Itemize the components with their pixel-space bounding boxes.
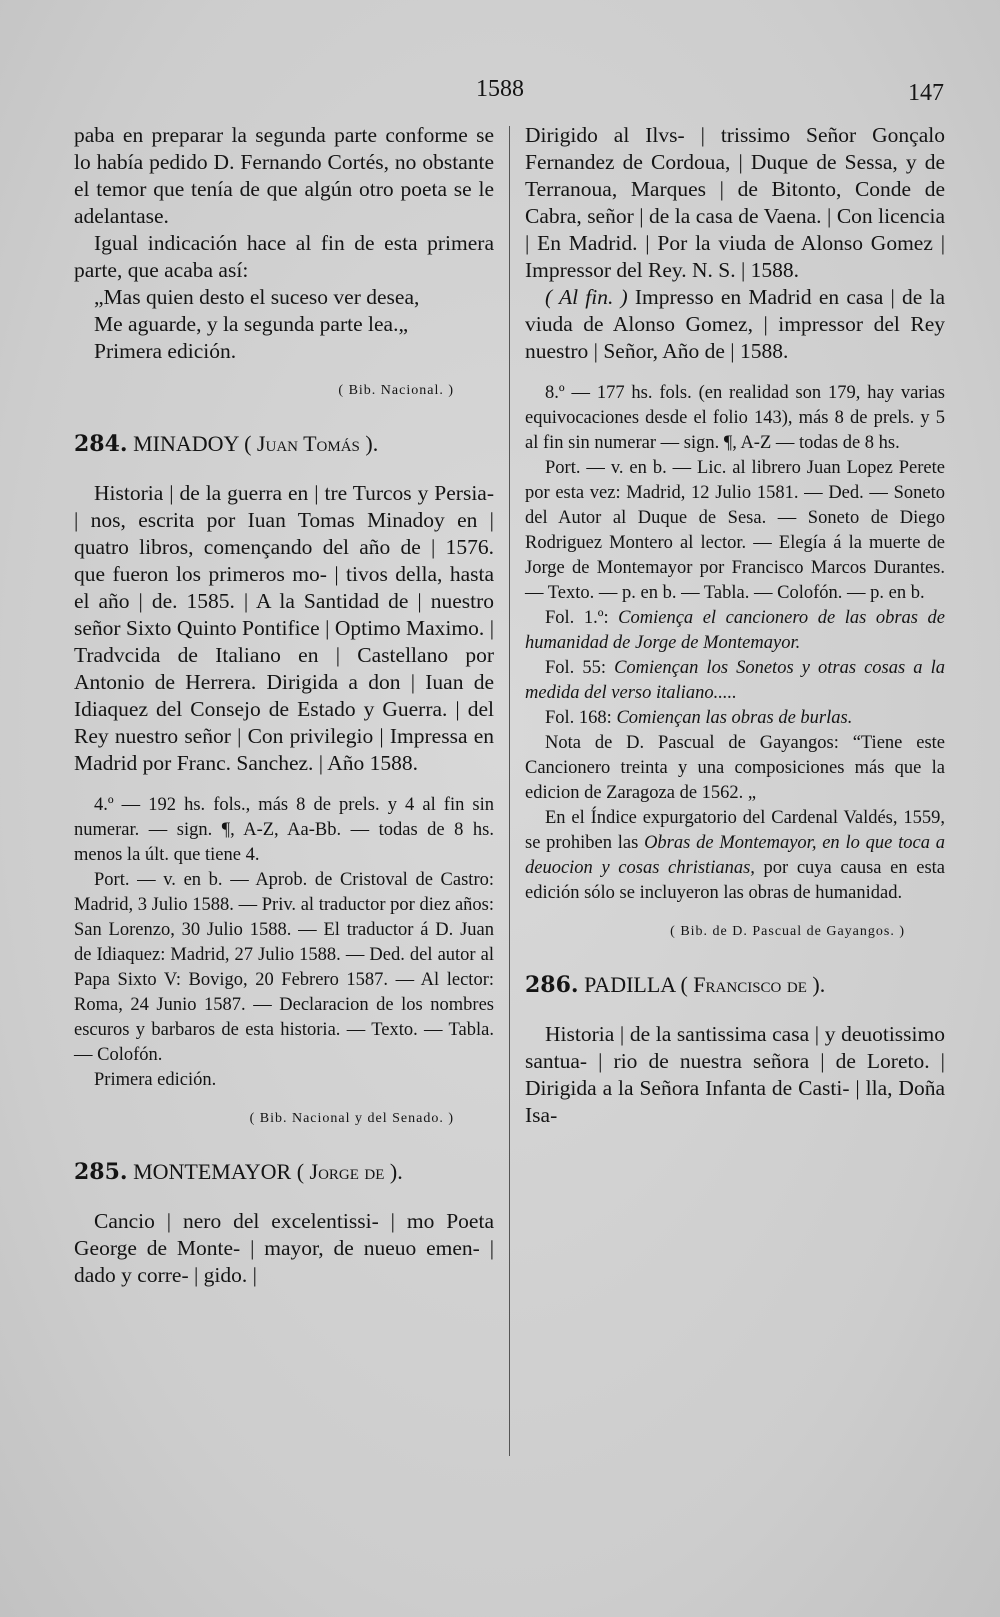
entry-284-heading [74,430,494,458]
entry-number: 286. [525,972,579,998]
column-divider [509,126,510,1456]
edition-note: Primera edición. [94,339,237,363]
entry-number: 285. [74,1159,128,1185]
fol-label: Fol. 1.º: [545,608,619,628]
entry-284-title: Historia | de la guerra en | tre Turcos y Persia- | nos, escrita por Iuan Tomas Minadoy en | quatro libros, començando del año de | 1576. que fueron los primeros mo- | tivos della, hasta el año | de. 1585. | A la Santidad de | nuestro señor Sixto Quinto Pontifice | Optimo Maximo. | Tradvcida de Italiano en | Castellano por Antonio de Herrera. Dirigida a don | Iuan de Idiaquez del Consejo de Estado y Guerra. | del Rey nuestro señor | Con privilegio | Impressa en Madrid por Franc. Sanchez. | Año 1588. [74,481,494,775]
entry-author: MONTEMAYOR [133,1159,292,1184]
intro-paragraph-1: paba en preparar la segunda parte conforme se lo había pedido D. Fernando Cortés, no obstante el temor que tenía de que algún otro poeta se le adelantase. [74,123,494,228]
entry-285-colophon [525,284,945,365]
entry-285-format: 8.º — 177 hs. fols. (en realidad son 179, hay varias equivocaciones desde el folio 143), más 8 de prels. y 5 al fin sin numerar — sign. ¶, A-Z — todas de 8 hs. [525,383,945,453]
entry-author-name: ( Juan Tomás ). [244,431,379,456]
colophon-label: ( Al fin. ) [545,285,628,309]
indice-text-b: Obras de Montemayor, en lo que toca a deuocion y cosas christianas, [525,833,945,878]
fol-text: Comiençan las obras de burlas. [616,708,853,728]
entry-284-source: ( Bib. Nacional y del Senado. ) [249,1111,454,1126]
fol-label: Fol. 55: [545,658,615,678]
entry-author: PADILLA [584,972,675,997]
entry-286-title: Historia | de la santissima casa | y deuotissimo santua- | rio de nuestra señora | de Loreto. | Dirigida a la Señora Infanta de Casti- | lla, Doña Isa- [525,1022,945,1127]
indice-note [525,806,945,906]
verse-line-1: „Mas quien desto el suceso ver desea, [94,285,420,309]
entry-284-format: 4.º — 192 hs. fols., más 8 de prels. y 4 al fin sin numerar. — sign. ¶, A-Z, Aa-Bb. — todas de 8 hs. menos la últ. que tiene 4. [74,795,494,865]
entry-285-title-continued: Dirigido al Ilvs- | trissimo Señor Gonçalo Fernandez de Cordoua, | Duque de Sessa, y de Terranoua, Marques | de Bitonto, Conde de Cabra, señor | de la casa de Vaena. | Con licencia | En Madrid. | Por la viuda de Alonso Gomez | Impressor del Rey. N. S. | 1588. [525,123,945,282]
entry-number: 284. [74,431,128,457]
entry-286-heading [525,971,945,999]
entry-author-name: ( Francisco de ). [680,972,826,997]
indice-text-a: En el Índice expurgatorio del Cardenal Valdés, 1559, se prohiben las [525,808,945,853]
colophon-text: Impresso en Madrid en casa | de la viuda de Alonso Gomez, | impressor del Rey nuestro | Señor, Año de | 1588. [525,285,946,363]
entry-284-contents: Port. — v. en b. — Aprob. de Cristoval de Castro: Madrid, 3 Julio 1588. — Priv. al traductor por diez años: San Lorenzo, 30 Julio 1588. — El traductor á D. Juan de Idiaquez: Madrid, 27 Julio 1588. — Ded. del autor al Papa Sixto V: Bovigo, 20 Febrero 1587. — Al lector: Roma, 24 Junio 1587. — Declaracion de los nombres escuros y barbaros de esta historia. — Texto. — Tabla. — Colofón. [74,870,494,1065]
verse-line-2: Me aguarde, y la segunda parte lea.„ [94,312,408,336]
entry-285-fol55 [525,656,945,706]
intro-paragraph-2: Igual indicación hace al fin de esta primera parte, que acaba así: [74,231,494,282]
indice-text-c: por cuya causa en esta edición sólo se incluyeron las obras de humanidad. [525,858,945,903]
entry-285-source: ( Bib. de D. Pascual de Gayangos. ) [670,924,905,939]
right-column [525,122,945,1129]
fol-label: Fol. 168: [545,708,617,728]
entry-285-fol1 [525,606,945,656]
entry-285-contents: Port. — v. en b. — Lic. al librero Juan Lopez Perete por esta vez: Madrid, 12 Julio 1581. — Ded. — Soneto del Autor al Duque de Sesa. — Soneto de Diego Rodriguez Montero al lector. — Elegía á la muerte de Jorge de Montemayor por Francisco Marcos Durantes. — Texto. — p. en b. — Tabla. — Colofón. — p. en b. [525,458,945,603]
fol-text: Comiença el cancionero de las obras de humanidad de Jorge de Montemayor. [525,608,945,653]
gayangos-note: Nota de D. Pascual de Gayangos: “Tiene este Cancionero treinta y una composiciones más que la edicion de Zaragoza de 1562. „ [525,733,945,803]
entry-284-edition: Primera edición. [94,1070,217,1090]
page-number: 147 [908,80,944,106]
left-column [74,122,494,1289]
entry-author-name: ( Jorge de ). [296,1159,403,1184]
library-source: ( Bib. Nacional. ) [338,383,454,398]
fol-text: Comiençan los Sonetos y otras cosas a la medida del verso italiano..... [525,658,945,703]
entry-285-title: Cancio | nero del excelentissi- | mo Poeta George de Monte- | mayor, de nueuo emen- | dado y corre- | gido. | [74,1209,494,1287]
entry-author: MINADOY [133,431,239,456]
page-year: 1588 [476,76,524,102]
entry-285-fol168 [525,706,945,731]
entry-285-heading [74,1158,494,1186]
